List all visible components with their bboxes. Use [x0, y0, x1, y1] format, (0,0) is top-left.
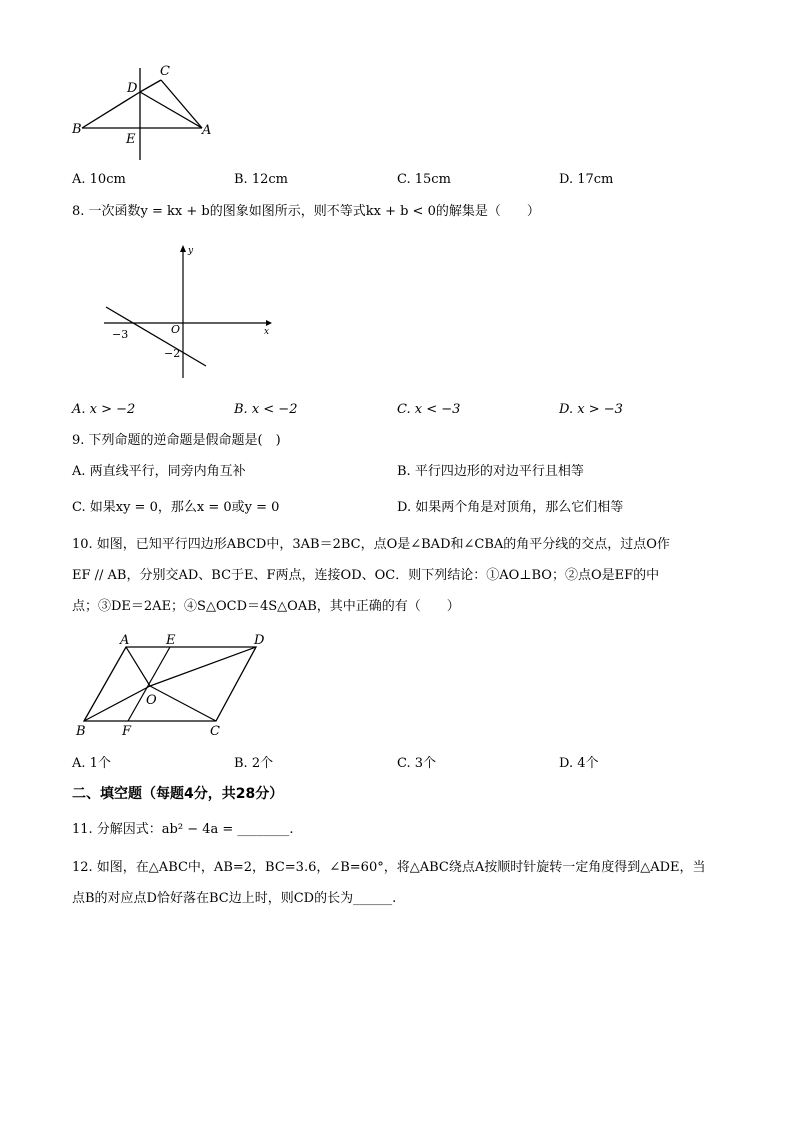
fig10-label-c: C	[210, 724, 220, 739]
q10-option-d: D. 4个	[559, 756, 599, 771]
q8-origin: O	[171, 323, 181, 336]
q8-axis-x: x	[264, 327, 270, 337]
q9-option-d: D. 如果两个角是对顶角，那么它们相等	[397, 500, 624, 515]
fig10-label-b: B	[76, 724, 86, 739]
fig10-label-e: E	[166, 633, 176, 648]
q10-stem-line1: 10. 如图，已知平行四边形ABCD中，3AB＝2BC，点O是∠BAD和∠CBA的角平分线的交点，过点O作	[72, 537, 670, 552]
q8-figure	[98, 240, 278, 385]
q10-option-b: B. 2个	[234, 756, 274, 771]
q10-option-a: A. 1个	[72, 756, 111, 771]
fig7-label-e: E	[126, 132, 136, 147]
q12-stem-line1: 12. 如图，在△ABC中，AB=2，BC=3.6，∠B=60°，将△ABC绕点A按顺时针旋转一定角度得到△ADE，当	[72, 860, 706, 875]
q7-option-a: A. 10cm	[72, 172, 126, 187]
q10-option-c: C. 3个	[397, 756, 437, 771]
q8-axis-y: y	[188, 246, 194, 256]
fig10-label-o: O	[146, 693, 157, 708]
q8-label-neg2: −2	[164, 347, 181, 360]
q7-option-b: B. 12cm	[234, 172, 288, 187]
q9-stem: 9. 下列命题的逆命题是假命题是( )	[72, 433, 281, 448]
fig10-label-d: D	[254, 633, 265, 648]
q11-stem: 11. 分解因式：ab² − 4a = ________.	[72, 822, 294, 837]
q7-figure	[60, 58, 230, 168]
q12-stem-line2: 点B的对应点D恰好落在BC边上时，则CD的长为______.	[72, 891, 397, 906]
q8-stem: 8. 一次函数y = kx + b的图象如图所示，则不等式kx + b < 0的解集是（ ）	[72, 204, 540, 219]
q8-option-b: B. x < −2	[234, 402, 298, 417]
q7-option-d: D. 17cm	[559, 172, 614, 187]
fig10-label-f: F	[122, 724, 132, 739]
q9-option-b: B. 平行四边形的对边平行且相等	[397, 464, 584, 479]
q8-option-a: A. x > −2	[72, 402, 136, 417]
q9-option-a: A. 两直线平行，同旁内角互补	[72, 464, 246, 479]
section-2-heading: 二、填空题（每题4分，共28分）	[72, 786, 284, 802]
q10-stem-line2: EF // AB，分别交AD、BC于E、F两点，连接OD、OC．则下列结论：①AO⊥BO；②点O是EF的中	[72, 568, 660, 583]
q10-stem-line3: 点；③DE＝2AE；④S△OCD＝4S△OAB，其中正确的有（ ）	[72, 599, 460, 614]
q8-label-neg3: −3	[112, 328, 129, 341]
fig10-label-a: A	[120, 633, 130, 648]
fig7-label-a: A	[202, 123, 212, 138]
q10-figure	[70, 628, 280, 743]
q7-option-c: C. 15cm	[397, 172, 451, 187]
q8-option-d: D. x > −3	[559, 402, 623, 417]
q9-option-c: C. 如果xy = 0，那么x = 0或y = 0	[72, 500, 280, 515]
fig7-label-c: C	[160, 64, 170, 79]
fig7-label-d: D	[127, 81, 138, 96]
fig7-label-b: B	[72, 122, 82, 137]
q8-option-c: C. x < −3	[397, 402, 461, 417]
